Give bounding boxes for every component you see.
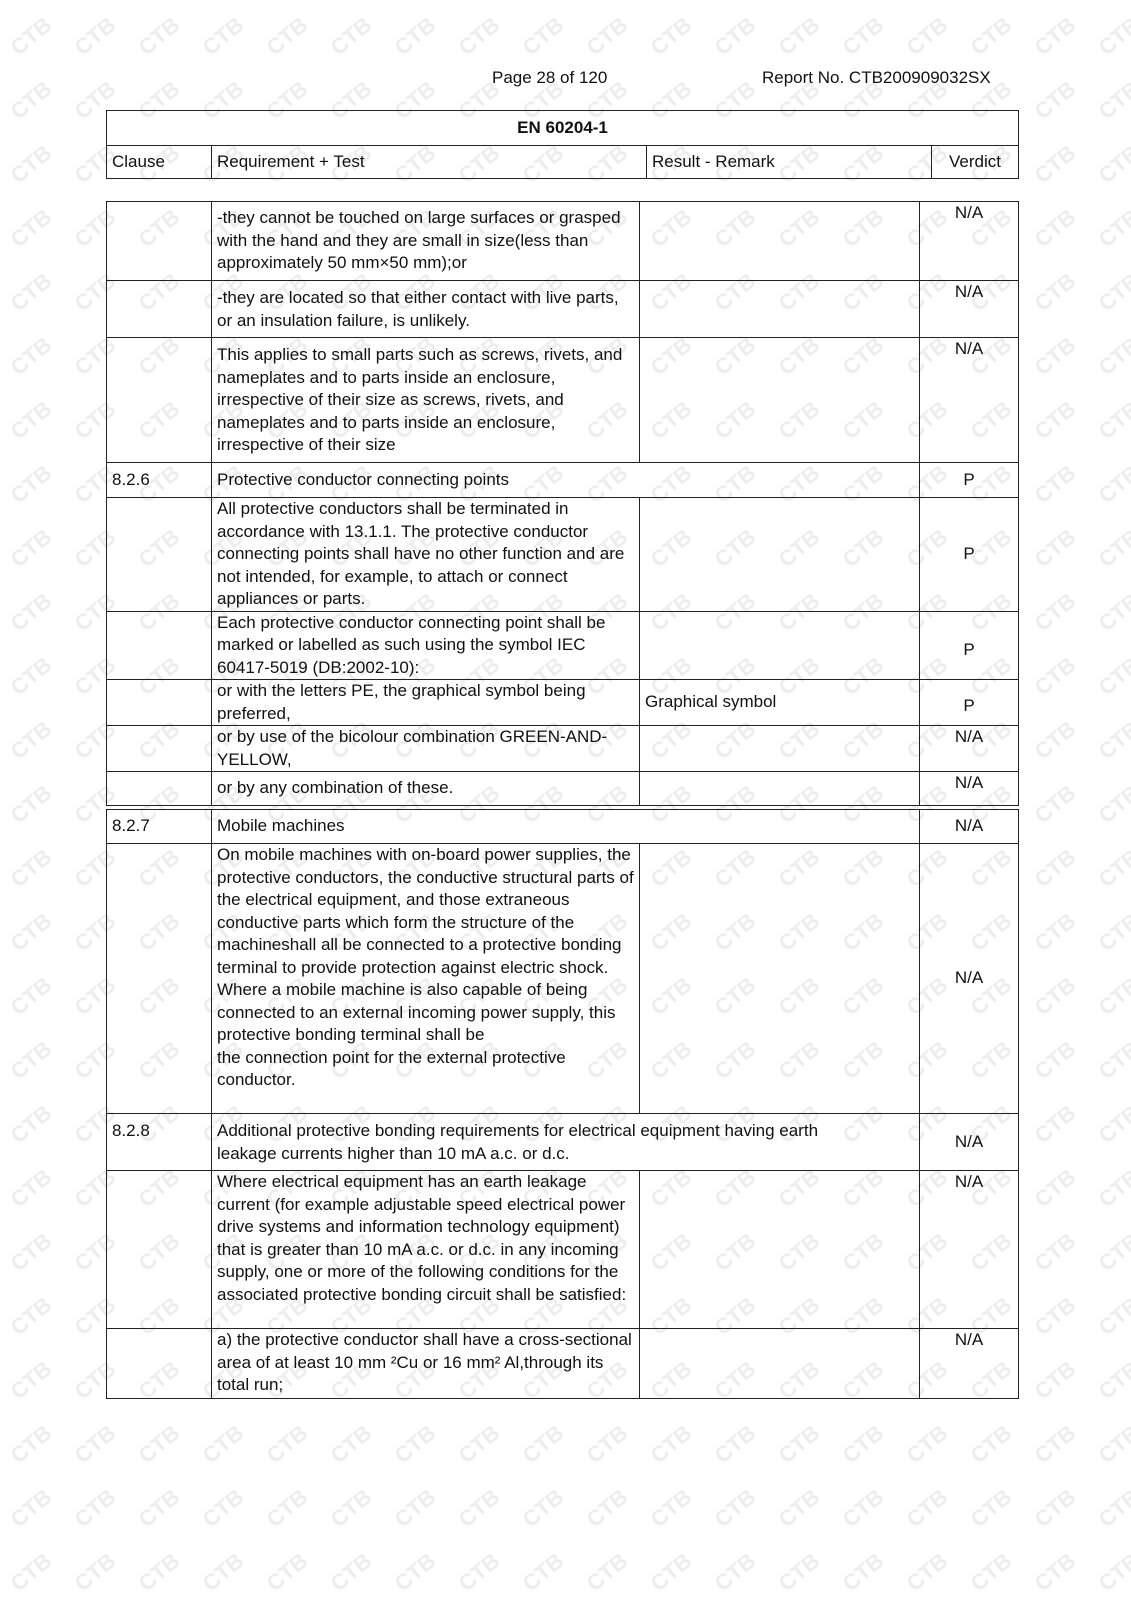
table-row [107, 463, 1019, 498]
col-header-result: Result - Remark [647, 146, 932, 179]
requirement-cell: or by any combination of these. [212, 772, 640, 806]
report-number: Report No. CTB200909032SX [762, 68, 991, 87]
verdict-cell: N/A [920, 726, 1019, 772]
standard-title: EN 60204-1 [107, 111, 1019, 146]
requirement-cell: -they cannot be touched on large surfaces or grasped with the hand and they are small in size(less than approximately 50 mm×50 mm);or [212, 202, 640, 281]
result-cell [640, 772, 920, 806]
table-row [107, 611, 1019, 680]
requirement-cell: Each protective conductor connecting point shall be marked or labelled as such using the symbol IEC 60417-5019 (DB:2002-10): [212, 611, 640, 680]
table-row [107, 1329, 1019, 1399]
verdict-cell: N/A [920, 772, 1019, 806]
requirement-cell: Mobile machines [212, 810, 920, 844]
requirement-text: On mobile machines with on-board power supplies, the protective conductors, the conductive structural parts of the electrical equipment, and those extraneous conductive parts which form the structure of the machineshall all be connected to a protective bonding terminal to provide protection against electric shock. Where a mobile machine is also capable of being connected to an external incoming power supply, this protective bonding terminal shall be [217, 845, 634, 1044]
verdict-cell: P [920, 463, 1019, 498]
table-row [107, 772, 1019, 806]
requirement-cell: Where electrical equipment has an earth leakage current (for example adjustable speed electrical power drive systems and information technology equipment) that is greater than 10 mA a.c. or d.c. in any incoming supply, one or more of the following conditions for the associated protective bonding circuit shall be satisfied: [212, 1171, 640, 1329]
verdict-cell: N/A [920, 1329, 1019, 1399]
requirement-cell: All protective conductors shall be terminated in accordance with 13.1.1. The protective conductor connecting points shall have no other function and are not intended, for example, to attach or connect appliances or parts. [212, 498, 640, 612]
result-cell [640, 844, 920, 1114]
clause-cell: 8.2.8 [107, 1114, 212, 1171]
verdict-cell: N/A [920, 844, 1019, 1114]
table-row [107, 1171, 1019, 1329]
clause-cell [107, 498, 212, 612]
verdict-cell: P [920, 680, 1019, 726]
clause-cell [107, 202, 212, 281]
requirement-cell: -they are located so that either contact with live parts, or an insulation failure, is unlikely. [212, 281, 640, 338]
result-cell: Graphical symbol [640, 680, 920, 726]
table-row [107, 680, 1019, 726]
verdict-cell: N/A [920, 202, 1019, 281]
clause-cell [107, 338, 212, 463]
clause-cell [107, 281, 212, 338]
page-number: Page 28 of 120 [492, 68, 608, 87]
clause-cell [107, 1329, 212, 1399]
col-header-clause: Clause [107, 146, 212, 179]
verdict-cell: N/A [920, 338, 1019, 463]
col-header-verdict: Verdict [932, 146, 1019, 179]
clause-cell [107, 680, 212, 726]
clause-cell [107, 844, 212, 1114]
requirement-cell: This applies to small parts such as screws, rivets, and nameplates and to parts inside an enclosure, irrespective of their size as screws, rivets, and nameplates and to parts inside an enclosure, irrespective of their size [212, 338, 640, 463]
verdict-cell: P [920, 611, 1019, 680]
requirement-cell [212, 844, 640, 1114]
verdict-cell: P [920, 498, 1019, 612]
result-cell [640, 498, 920, 612]
result-cell [640, 202, 920, 281]
result-cell [640, 1171, 920, 1329]
verdict-cell: N/A [920, 1114, 1019, 1171]
result-cell [640, 1329, 920, 1399]
requirement-cell: or with the letters PE, the graphical symbol being preferred, [212, 680, 640, 726]
requirement-cell: or by use of the bicolour combination GREEN-AND-YELLOW, [212, 726, 640, 772]
clause-cell [107, 1171, 212, 1329]
requirements-table [106, 201, 1019, 1399]
verdict-cell: N/A [920, 281, 1019, 338]
table-row [107, 844, 1019, 1114]
result-cell [640, 338, 920, 463]
clause-cell [107, 611, 212, 680]
standard-header-table [106, 110, 1019, 179]
clause-cell: 8.2.7 [107, 810, 212, 844]
verdict-cell: N/A [920, 810, 1019, 844]
clause-cell: 8.2.6 [107, 463, 212, 498]
table-row [107, 726, 1019, 772]
requirement-cell: Additional protective bonding requirements for electrical equipment having earth leakage currents higher than 10 mA a.c. or d.c. [212, 1114, 920, 1171]
table-row [107, 810, 1019, 844]
table-row [107, 498, 1019, 612]
clause-cell [107, 726, 212, 772]
result-cell [640, 726, 920, 772]
clause-cell [107, 772, 212, 806]
table-row [107, 338, 1019, 463]
requirement-cell: a) the protective conductor shall have a cross-sectional area of at least 10 mm ²Cu or 16 mm² Al,through its total run; [212, 1329, 640, 1399]
col-header-requirement: Requirement + Test [212, 146, 647, 179]
table-row [107, 281, 1019, 338]
result-cell [640, 611, 920, 680]
table-row [107, 202, 1019, 281]
result-cell [640, 281, 920, 338]
requirement-cell: Protective conductor connecting points [212, 463, 920, 498]
requirement-text-cont: the connection point for the external protective conductor. [217, 1047, 566, 1089]
verdict-cell: N/A [920, 1171, 1019, 1329]
table-row [107, 1114, 1019, 1171]
